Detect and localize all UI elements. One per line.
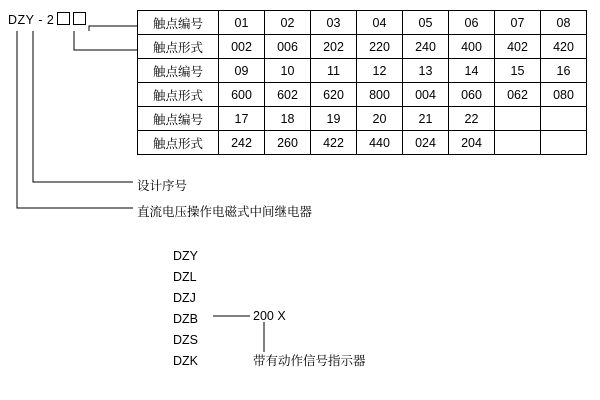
table-cell: 19 bbox=[311, 107, 357, 131]
table-cell: 080 bbox=[541, 83, 587, 107]
list-item: DZB bbox=[173, 312, 198, 326]
row-header: 触点形式 bbox=[138, 35, 219, 59]
contact-spec-table bbox=[137, 10, 587, 155]
table-row bbox=[138, 83, 587, 107]
table-cell: 602 bbox=[265, 83, 311, 107]
table-cell: 18 bbox=[265, 107, 311, 131]
annotation-design-number: 设计序号 bbox=[137, 179, 188, 193]
table-cell: 420 bbox=[541, 35, 587, 59]
table-cell: 20 bbox=[357, 107, 403, 131]
table-cell: 202 bbox=[311, 35, 357, 59]
series-code: 200 X bbox=[253, 309, 286, 323]
table-cell: 422 bbox=[311, 131, 357, 155]
table-cell: 600 bbox=[219, 83, 265, 107]
table-cell bbox=[541, 131, 587, 155]
table-cell: 12 bbox=[357, 59, 403, 83]
table-cell: 13 bbox=[403, 59, 449, 83]
model-code-box-2 bbox=[73, 12, 86, 25]
table-cell: 11 bbox=[311, 59, 357, 83]
table-cell: 220 bbox=[357, 35, 403, 59]
table-row bbox=[138, 35, 587, 59]
series-list bbox=[173, 246, 198, 372]
list-item: DZL bbox=[173, 270, 197, 284]
row-header: 触点形式 bbox=[138, 131, 219, 155]
table-cell: 062 bbox=[495, 83, 541, 107]
table-cell: 260 bbox=[265, 131, 311, 155]
row-header: 触点编号 bbox=[138, 107, 219, 131]
table-cell bbox=[541, 107, 587, 131]
table-cell: 02 bbox=[265, 11, 311, 35]
table-row bbox=[138, 107, 587, 131]
list-item: DZS bbox=[173, 333, 198, 347]
table-cell: 14 bbox=[449, 59, 495, 83]
table-row bbox=[138, 59, 587, 83]
model-code-box-1 bbox=[57, 12, 70, 25]
table-cell: 08 bbox=[541, 11, 587, 35]
table-cell: 07 bbox=[495, 11, 541, 35]
indicator-label: 带有动作信号指示器 bbox=[253, 354, 366, 368]
table-cell: 002 bbox=[219, 35, 265, 59]
table-cell: 440 bbox=[357, 131, 403, 155]
annotation-description: 直流电压操作电磁式中间继电器 bbox=[137, 205, 313, 219]
row-header: 触点形式 bbox=[138, 83, 219, 107]
table-cell: 402 bbox=[495, 35, 541, 59]
list-item: DZJ bbox=[173, 291, 196, 305]
row-header: 触点编号 bbox=[138, 11, 219, 35]
row-header: 触点编号 bbox=[138, 59, 219, 83]
table-cell: 006 bbox=[265, 35, 311, 59]
table-cell: 10 bbox=[265, 59, 311, 83]
table-cell: 21 bbox=[403, 107, 449, 131]
table-cell: 400 bbox=[449, 35, 495, 59]
table-cell: 22 bbox=[449, 107, 495, 131]
table-cell: 16 bbox=[541, 59, 587, 83]
table-cell: 620 bbox=[311, 83, 357, 107]
table-cell: 204 bbox=[449, 131, 495, 155]
table-row bbox=[138, 11, 587, 35]
table-cell: 004 bbox=[403, 83, 449, 107]
table-cell: 240 bbox=[403, 35, 449, 59]
table-cell: 03 bbox=[311, 11, 357, 35]
model-code bbox=[8, 12, 86, 27]
table-cell: 05 bbox=[403, 11, 449, 35]
table-cell: 09 bbox=[219, 59, 265, 83]
table-cell bbox=[495, 107, 541, 131]
table-row bbox=[138, 131, 587, 155]
table-cell: 15 bbox=[495, 59, 541, 83]
table-cell: 800 bbox=[357, 83, 403, 107]
model-code-prefix: DZY - 2 bbox=[8, 13, 55, 27]
table-cell: 17 bbox=[219, 107, 265, 131]
list-item: DZY bbox=[173, 249, 198, 263]
table-cell: 024 bbox=[403, 131, 449, 155]
table-cell: 060 bbox=[449, 83, 495, 107]
table-cell bbox=[495, 131, 541, 155]
list-item: DZK bbox=[173, 354, 198, 368]
table-cell: 06 bbox=[449, 11, 495, 35]
table-cell: 242 bbox=[219, 131, 265, 155]
table-cell: 04 bbox=[357, 11, 403, 35]
table-cell: 01 bbox=[219, 11, 265, 35]
